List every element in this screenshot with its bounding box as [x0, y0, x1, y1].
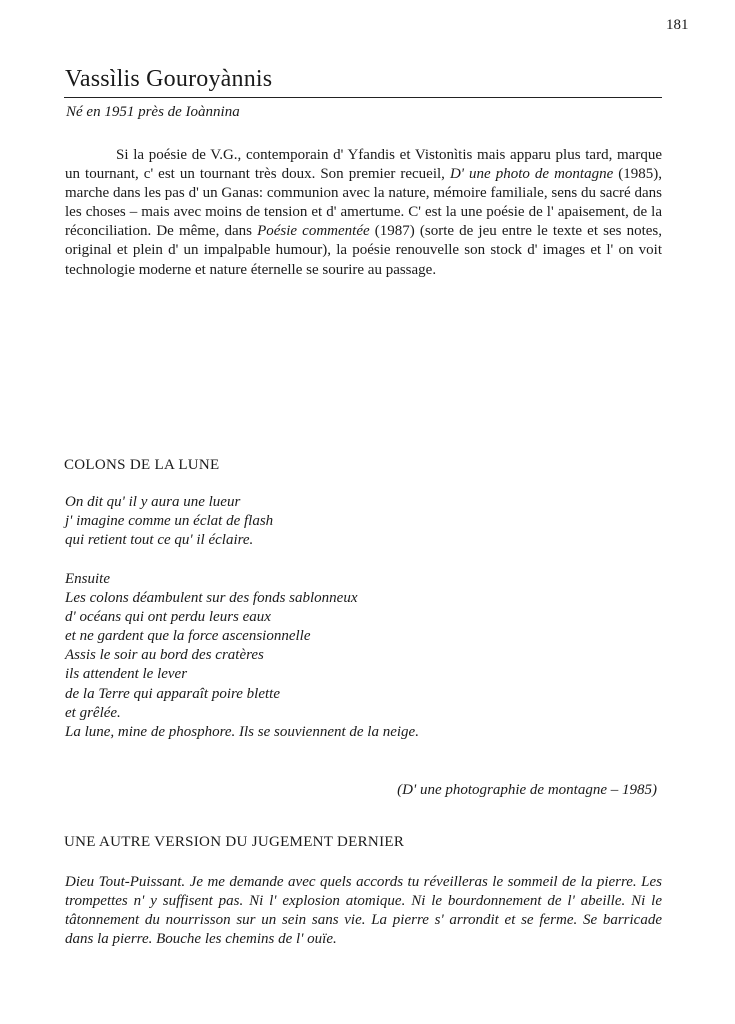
intro-book-title-1: D' une photo de montagne [449, 166, 614, 183]
poem-title-jugement: UNE AUTRE VERSION DU JUGEMENT DERNIER [64, 834, 405, 850]
poem-line: Les colons déambulent sur des fonds sablonneux [65, 590, 358, 607]
poem-line: Ensuite [65, 571, 110, 587]
author-name: Vassìlis Gouroyànnis [65, 66, 273, 92]
poem-stanza-1 [65, 493, 273, 550]
poem-line: Assis le soir au bord des cratères [65, 647, 264, 664]
poem-stanza-2 [65, 570, 419, 742]
poem-line: La lune, mine de phosphore. Ils se souviennent de la neige. [65, 723, 419, 740]
poem-line: et ne gardent que la force ascensionnelle [65, 628, 311, 645]
poem-line: On dit qu' il y aura une lueur [65, 494, 241, 510]
title-rule [64, 97, 662, 98]
poem-title-colons: COLONS DE LA LUNE [64, 457, 220, 473]
poem-line: ils attendent le lever [65, 666, 188, 683]
intro-paragraph [65, 146, 662, 280]
poem-line: d' océans qui ont perdu leurs eaux [65, 609, 271, 626]
prose-poem-text: Dieu Tout-Puissant. Je me demande avec quels accords tu réveilleras le sommeil de la pierre. Les trompettes n' y suffisent pas. Ni l' explosion atomique. Ni le bourdonnement de l' abeille. Ni le tâtonnement du nourrisson sur un sein sans vie. La pierre s' arrondit et se ferme. Se barricade dans la pierre. Bouche les chemins de l' ouïe. [65, 874, 662, 948]
intro-text-1: Si la poésie de V.G., contemporain d' Yfandis et Vistonìtis mais apparu plus tard, marque un tournant, c' est un tournant très doux. Son premier recueil, [65, 147, 662, 183]
intro-book-title-2: Poésie commentée [257, 223, 370, 240]
birth-line: Né en 1951 près de Ioànnina [66, 104, 240, 120]
intro-text-3: (1987) (sorte de jeu entre le texte et ses notes, original et plein d' un impalpable humour), la poésie renouvelle son stock d' images et l' on voit technologie moderne et nature éternelle se sourire au passage. [65, 223, 662, 278]
poem-line: de la Terre qui apparaît poire blette [65, 685, 280, 702]
poem-line: qui retient tout ce qu' il éclaire. [65, 532, 254, 549]
intro-text-2: (1985), marche dans les pas d' un Ganas: communion avec la nature, mémoire familiale, sens du sacré dans les choses – mais avec moins de tension et d' amertume. C' est la une poésie de l' apaisement, de la réconciliation. De même, dans [65, 166, 662, 240]
poem-line: et grêlée. [65, 704, 121, 721]
poem-source: (D' une photographie de montagne – 1985) [397, 782, 657, 798]
poem-line: j' imagine comme un éclat de flash [65, 513, 274, 530]
page-number: 181 [666, 17, 689, 33]
